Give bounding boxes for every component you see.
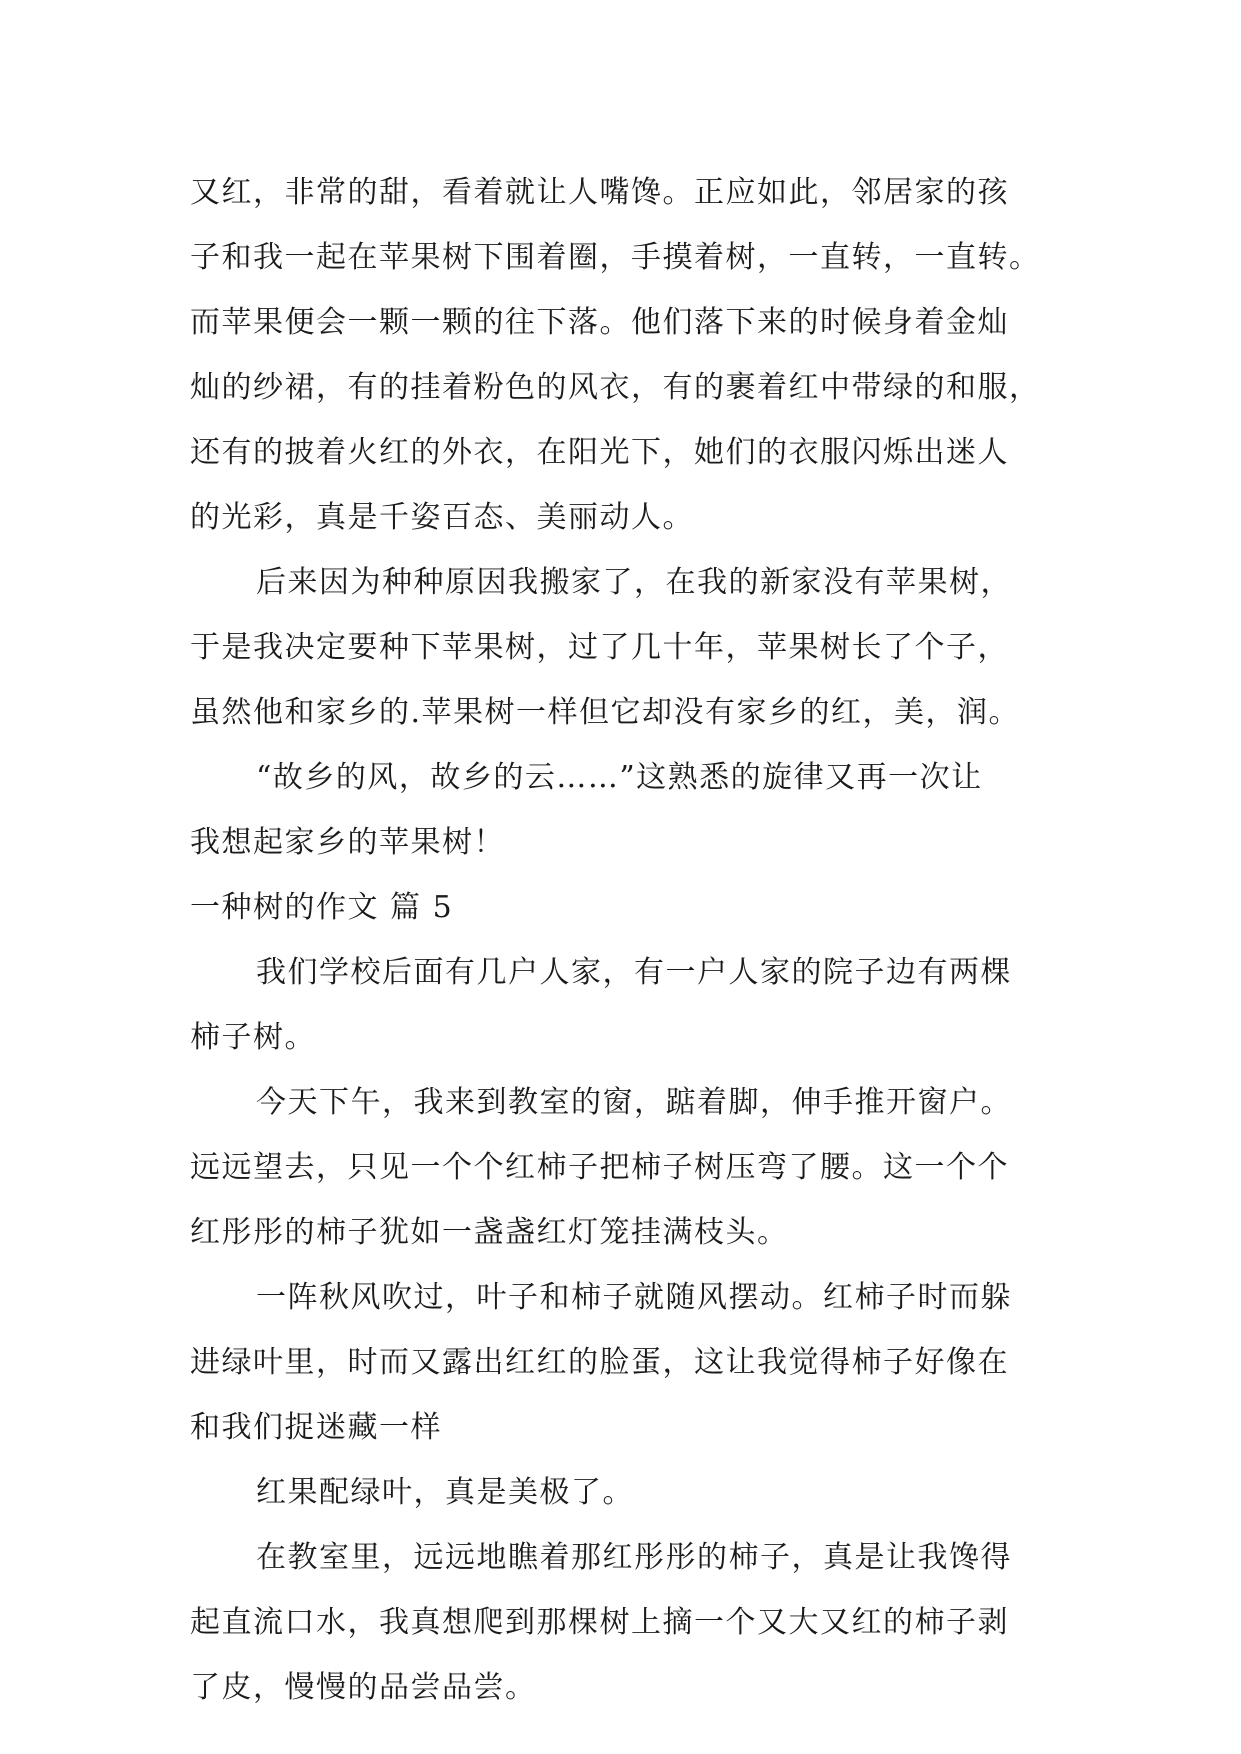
paragraph-first-line: 红果配绿叶，真是美极了。 <box>256 1475 634 1510</box>
text-line: 于是我决定要种下苹果树，过了几十年，苹果树长了个子， <box>190 630 1009 665</box>
text-line: 虽然他和家乡的.苹果树一样但它却没有家乡的红，美，润。 <box>190 695 1021 730</box>
text-line: 子和我一起在苹果树下围着圈，手摸着树，一直转，一直转。 <box>190 240 1041 275</box>
paragraph-first-line: 我们学校后面有几户人家，有一户人家的院子边有两棵 <box>256 955 1012 990</box>
text-line: 起直流口水，我真想爬到那棵树上摘一个又大又红的柿子剥 <box>190 1605 1009 1640</box>
text-line: 还有的披着火红的外衣，在阳光下，她们的衣服闪烁出迷人 <box>190 435 1009 470</box>
section-heading: 一种树的作文 篇 5 <box>190 890 454 925</box>
paragraph-first-line: 一阵秋风吹过，叶子和柿子就随风摆动。红柿子时而躲 <box>256 1280 1012 1315</box>
text-line: 而苹果便会一颗一颗的往下落。他们落下来的时候身着金灿 <box>190 305 1009 340</box>
paragraph-first-line: 后来因为种种原因我搬家了，在我的新家没有苹果树， <box>256 565 1012 600</box>
paragraph-first-line: 今天下午，我来到教室的窗，踮着脚，伸手推开窗户。 <box>256 1085 1012 1120</box>
paragraph-first-line: “故乡的风，故乡的云……”这熟悉的旋律又再一次让 <box>256 760 983 795</box>
text-line: 柿子树。 <box>190 1020 316 1055</box>
text-line: 我想起家乡的苹果树！ <box>190 825 505 860</box>
text-line: 和我们捉迷藏一样 <box>190 1410 442 1445</box>
text-line: 进绿叶里，时而又露出红红的脸蛋，这让我觉得柿子好像在 <box>190 1345 1009 1380</box>
text-line: 的光彩，真是千姿百态、美丽动人。 <box>190 500 694 535</box>
text-line: 了皮，慢慢的品尝品尝。 <box>190 1670 537 1705</box>
document-body <box>190 160 1070 1720</box>
text-line: 红彤彤的柿子犹如一盏盏红灯笼挂满枝头。 <box>190 1215 789 1250</box>
text-line: 灿的纱裙，有的挂着粉色的风衣，有的裹着红中带绿的和服， <box>190 370 1041 405</box>
text-line: 远远望去，只见一个个红柿子把柿子树压弯了腰。这一个个 <box>190 1150 1009 1185</box>
paragraph-first-line: 在教室里，远远地瞧着那红彤彤的柿子，真是让我馋得 <box>256 1540 1012 1575</box>
text-line: 又红，非常的甜，看着就让人嘴馋。正应如此，邻居家的孩 <box>190 175 1009 210</box>
